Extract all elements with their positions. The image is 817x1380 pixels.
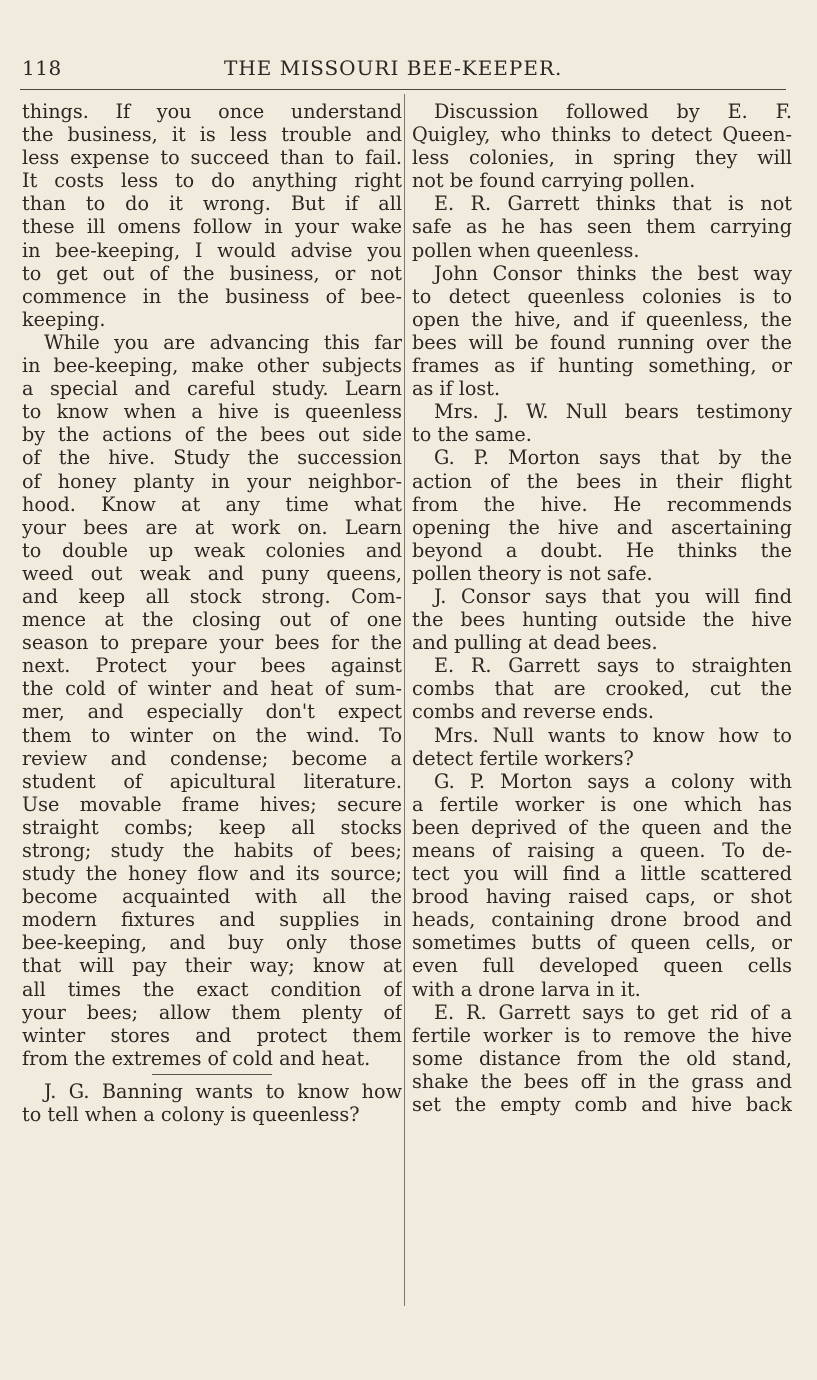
- text-line: to tell when a colony is queenless?: [22, 1103, 360, 1127]
- left-column: [22, 100, 402, 1126]
- text-line: combs and reverse ends.: [412, 700, 655, 724]
- page-number: 118: [22, 56, 62, 80]
- text-line: brood having raised caps, or shot: [412, 885, 792, 909]
- column-divider: [404, 94, 405, 1306]
- text-line: season to prepare your bees for the: [22, 631, 402, 655]
- text-line: of honey planty in your neighbor-: [22, 469, 402, 493]
- text-line: mer, and especially don't expect: [22, 700, 402, 724]
- text-line: from the hive. He recommends: [412, 492, 792, 516]
- text-line: safe as he has seen them carrying: [412, 215, 792, 239]
- text-line: Mrs. J. W. Null bears testimony: [434, 400, 792, 424]
- text-line: commence in the business of bee-: [22, 284, 402, 308]
- text-line: the bees hunting outside the hive: [412, 608, 792, 632]
- text-line: means of raising a queen. To de-: [412, 839, 792, 862]
- text-line: been deprived of the queen and the: [412, 815, 792, 839]
- text-line: frames as if hunting something, or: [412, 354, 792, 378]
- text-line: as if lost.: [412, 377, 501, 401]
- right-column: [412, 100, 792, 1116]
- text-line: from the extremes of cold and heat.: [22, 1046, 371, 1070]
- text-line: to double up weak colonies and: [22, 538, 402, 562]
- text-line: these ill omens follow in your wake: [22, 215, 402, 239]
- text-line: beyond a doubt. He thinks the: [412, 538, 792, 562]
- text-line: in bee-keeping, I would advise you: [22, 238, 402, 262]
- text-line: to the same.: [412, 423, 532, 447]
- text-line: G. P. Morton says that by the: [434, 446, 792, 470]
- text-line: student of apicultural literature.: [22, 769, 402, 793]
- text-line: sometimes butts of queen cells, or: [412, 931, 792, 955]
- text-line: things. If you once understand: [22, 100, 402, 123]
- text-line: a special and careful study. Learn: [22, 377, 402, 401]
- text-line: of the hive. Study the succession: [22, 446, 402, 470]
- text-line: not be found carrying pollen.: [412, 169, 696, 193]
- text-line: Quigley, who thinks to detect Queen-: [412, 123, 792, 147]
- text-line: While you are advancing this far: [44, 330, 402, 354]
- text-line: review and condense; become a: [22, 746, 402, 770]
- text-line: study the honey flow and its source;: [22, 862, 402, 886]
- text-line: even full developed queen cells: [412, 954, 792, 978]
- text-line: in bee-keeping, make other subjects: [22, 354, 402, 378]
- text-line: mence at the closing out of one: [22, 608, 402, 632]
- journal-title: THE MISSOURI BEE-KEEPER.: [224, 56, 563, 80]
- text-line: the cold of winter and heat of sum-: [22, 677, 402, 701]
- text-line: open the hive, and if queenless, the: [412, 307, 792, 331]
- text-line: E. R. Garrett says to straighten: [434, 654, 792, 678]
- text-line: E. R. Garrett thinks that is not: [434, 192, 792, 216]
- text-line: all times the exact condition of: [22, 977, 402, 1001]
- text-line: shake the bees off in the grass and: [412, 1069, 792, 1093]
- text-line: straight combs; keep all stocks: [22, 815, 402, 839]
- text-line: pollen theory is not safe.: [412, 561, 653, 585]
- text-line: J. Consor says that you will find: [434, 584, 792, 608]
- section-separator: [22, 1070, 402, 1080]
- text-line: opening the hive and ascertaining: [412, 515, 792, 539]
- text-line: set the empty comb and hive back: [412, 1093, 792, 1117]
- text-line: G. P. Morton says a colony with: [434, 769, 792, 793]
- text-line: next. Protect your bees against: [22, 654, 402, 678]
- text-line: to detect queenless colonies is to: [412, 284, 792, 308]
- text-line: combs that are crooked, cut the: [412, 677, 792, 701]
- text-line: It costs less to do anything right: [22, 169, 402, 193]
- text-line: heads, containing drone brood and: [412, 908, 792, 932]
- text-line: Mrs. Null wants to know how to: [434, 723, 792, 747]
- text-line: J. G. Banning wants to know how: [44, 1079, 402, 1103]
- running-header: [0, 56, 817, 86]
- header-rule: [20, 89, 786, 90]
- text-line: by the actions of the bees out side: [22, 423, 402, 447]
- text-line: John Consor thinks the best way: [434, 261, 792, 285]
- text-line: pollen when queenless.: [412, 238, 640, 262]
- text-line: and keep all stock strong. Com-: [22, 584, 402, 608]
- text-line: with a drone larva in it.: [412, 977, 641, 1001]
- text-line: your bees; allow them plenty of: [22, 1000, 402, 1024]
- text-line: fertile worker is to remove the hive: [412, 1023, 792, 1047]
- text-line: winter stores and protect them: [22, 1023, 402, 1047]
- text-line: bees will be found running over the: [412, 330, 792, 354]
- text-line: strong; study the habits of bees;: [22, 839, 402, 862]
- text-line: less colonies, in spring they will: [412, 146, 792, 170]
- text-line: modern fixtures and supplies in: [22, 908, 402, 932]
- text-line: than to do it wrong. But if all: [22, 192, 402, 216]
- text-line: action of the bees in their flight: [412, 469, 792, 493]
- text-line: some distance from the old stand,: [412, 1046, 792, 1070]
- text-line: keeping.: [22, 307, 106, 331]
- text-line: detect fertile workers?: [412, 746, 634, 770]
- text-line: that will pay their way; know at: [22, 954, 402, 978]
- text-line: weed out weak and puny queens,: [22, 561, 402, 585]
- text-line: tect you will find a little scattered: [412, 862, 792, 886]
- text-line: less expense to succeed than to fail.: [22, 146, 402, 170]
- text-line: Discussion followed by E. F.: [434, 100, 792, 123]
- text-line: to get out of the business, or not: [22, 261, 402, 285]
- text-line: them to winter on the wind. To: [22, 723, 402, 747]
- text-line: the business, it is less trouble and: [22, 123, 402, 147]
- text-line: to know when a hive is queenless: [22, 400, 402, 424]
- text-line: and pulling at dead bees.: [412, 631, 658, 655]
- text-line: Use movable frame hives; secure: [22, 792, 402, 816]
- text-line: E. R. Garrett says to get rid of a: [434, 1000, 792, 1024]
- text-line: become acquainted with all the: [22, 885, 402, 909]
- text-line: bee-keeping, and buy only those: [22, 931, 402, 955]
- text-line: your bees are at work on. Learn: [22, 515, 402, 539]
- text-line: hood. Know at any time what: [22, 492, 402, 516]
- text-line: a fertile worker is one which has: [412, 792, 792, 816]
